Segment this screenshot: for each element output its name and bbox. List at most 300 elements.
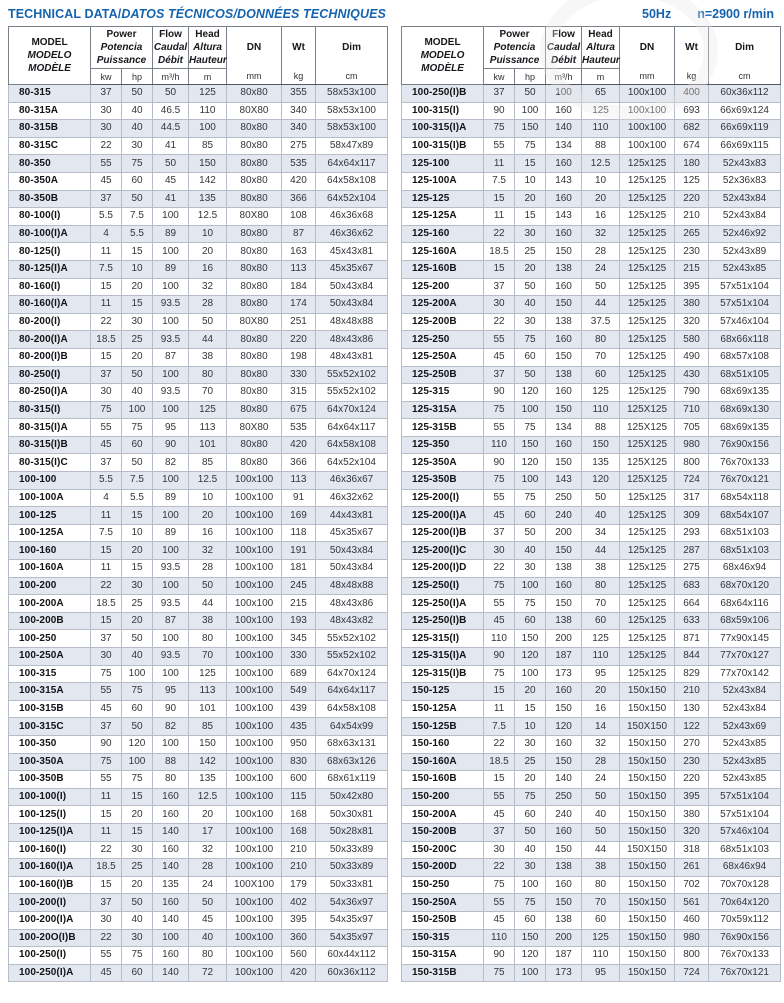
cell-dim: 68x51x103 — [709, 542, 781, 560]
cell-dim: 52x43x85 — [709, 771, 781, 789]
cell-dn: 80x80 — [227, 454, 282, 472]
cell-dn: 80x80 — [227, 225, 282, 243]
cell-dim: 76x90x156 — [709, 436, 781, 454]
cell-power-kw: 15 — [484, 260, 515, 278]
cell-dn: 125x125 — [620, 225, 675, 243]
cell-power-kw: 11 — [484, 208, 515, 226]
cell-power-hp: 60 — [515, 507, 546, 525]
spec-row — [9, 876, 388, 894]
cell-head: 12.5 — [189, 788, 227, 806]
cell-flow: 150 — [546, 700, 582, 718]
cell-dn: 80x80 — [227, 384, 282, 402]
cell-model: 80-125(I)A — [9, 260, 91, 278]
cell-model: 100-200(I) — [9, 894, 91, 912]
header-model — [9, 27, 91, 85]
cell-power-hp: 15 — [122, 560, 153, 578]
header-model-en: MODEL — [424, 37, 461, 48]
cell-head: 38 — [189, 612, 227, 630]
cell-power-kw: 18.5 — [484, 753, 515, 771]
cell-dim: 68x63x126 — [316, 753, 388, 771]
cell-power-kw: 7.5 — [91, 260, 122, 278]
cell-power-hp: 60 — [122, 172, 153, 190]
cell-head: 113 — [189, 683, 227, 701]
cell-dn: 80X80 — [227, 208, 282, 226]
cell-weight: 340 — [282, 102, 316, 120]
cell-weight: 633 — [675, 612, 709, 630]
cell-weight: 210 — [282, 859, 316, 877]
cell-dim: 45x35x67 — [316, 260, 388, 278]
spec-row — [9, 489, 388, 507]
cell-head: 113 — [189, 419, 227, 437]
cell-dim: 50x33x89 — [316, 859, 388, 877]
cell-power-kw: 15 — [91, 806, 122, 824]
cell-dim: 52x43x83 — [709, 155, 781, 173]
cell-power-kw: 22 — [91, 313, 122, 331]
cell-weight: 710 — [675, 401, 709, 419]
cell-weight: 682 — [675, 120, 709, 138]
cell-dim: 68x57x108 — [709, 348, 781, 366]
cell-power-kw: 4 — [91, 225, 122, 243]
cell-power-hp: 50 — [122, 85, 153, 103]
cell-model: 150-200C — [402, 841, 484, 859]
cell-flow: 100 — [153, 542, 189, 560]
cell-dn: 100x100 — [227, 665, 282, 683]
header-power-fr: Puissance — [489, 55, 540, 66]
cell-model: 150-250B — [402, 911, 484, 929]
cell-power-kw: 11 — [91, 788, 122, 806]
cell-power-hp: 15 — [515, 155, 546, 173]
cell-power-hp: 40 — [122, 384, 153, 402]
cell-model: 150-125A — [402, 700, 484, 718]
cell-dim: 66x69x119 — [709, 120, 781, 138]
spec-row — [402, 120, 781, 138]
cell-power-kw: 18.5 — [484, 243, 515, 261]
cell-model: 150-200B — [402, 823, 484, 841]
cell-model: 125-125A — [402, 208, 484, 226]
spec-row — [402, 225, 781, 243]
cell-power-kw: 30 — [484, 542, 515, 560]
cell-weight: 549 — [282, 683, 316, 701]
spec-row — [402, 947, 781, 965]
cell-flow: 187 — [546, 648, 582, 666]
spec-row — [402, 419, 781, 437]
cell-power-kw: 75 — [484, 876, 515, 894]
cell-head: 60 — [582, 911, 620, 929]
cell-power-hp: 50 — [515, 278, 546, 296]
cell-dim: 45x43x81 — [316, 243, 388, 261]
cell-flow: 240 — [546, 806, 582, 824]
cell-head: 44 — [582, 841, 620, 859]
spec-row — [9, 348, 388, 366]
cell-power-hp: 60 — [122, 700, 153, 718]
cell-power-hp: 75 — [122, 155, 153, 173]
cell-flow: 160 — [546, 735, 582, 753]
cell-dim: 48x43x82 — [316, 612, 388, 630]
cell-dn: 80x80 — [227, 120, 282, 138]
spec-row — [9, 401, 388, 419]
cell-weight: 980 — [675, 929, 709, 947]
spec-row — [402, 665, 781, 683]
cell-dim: 50x43x84 — [316, 560, 388, 578]
cell-model: 100-100(I) — [9, 788, 91, 806]
cell-weight: 320 — [675, 823, 709, 841]
cell-model: 80-315(I)B — [9, 436, 91, 454]
spec-row — [9, 137, 388, 155]
cell-weight: 174 — [282, 296, 316, 314]
cell-weight: 366 — [282, 190, 316, 208]
spec-row — [402, 595, 781, 613]
spec-row — [402, 929, 781, 947]
speed-value: n=2900 r/min — [697, 7, 774, 21]
cell-power-kw: 11 — [91, 296, 122, 314]
cell-model: 100-250A — [9, 648, 91, 666]
cell-head: 32 — [582, 735, 620, 753]
cell-power-kw: 55 — [91, 771, 122, 789]
unit-hp: hp — [515, 69, 546, 85]
cell-dn: 80x80 — [227, 172, 282, 190]
cell-weight: 395 — [675, 788, 709, 806]
cell-weight: 180 — [675, 155, 709, 173]
cell-power-hp: 20 — [122, 806, 153, 824]
cell-power-hp: 40 — [515, 841, 546, 859]
cell-power-kw: 5.5 — [91, 472, 122, 490]
cell-model: 100-350 — [9, 735, 91, 753]
spec-row — [9, 366, 388, 384]
cell-dim: 50x30x81 — [316, 806, 388, 824]
cell-weight: 191 — [282, 542, 316, 560]
cell-dn: 80x80 — [227, 155, 282, 173]
cell-power-hp: 75 — [515, 595, 546, 613]
cell-weight: 108 — [282, 208, 316, 226]
cell-flow: 88 — [153, 753, 189, 771]
cell-head: 45 — [189, 911, 227, 929]
cell-power-kw: 11 — [91, 823, 122, 841]
cell-dn: 150x150 — [620, 894, 675, 912]
cell-model: 100-125 — [9, 507, 91, 525]
cell-model: 80-315 — [9, 85, 91, 103]
cell-dim: 68x61x119 — [316, 771, 388, 789]
cell-power-hp: 30 — [515, 313, 546, 331]
spec-row — [9, 225, 388, 243]
cell-power-hp: 120 — [515, 454, 546, 472]
cell-dn: 125x125 — [620, 507, 675, 525]
cell-power-kw: 18.5 — [91, 595, 122, 613]
cell-head: 16 — [189, 524, 227, 542]
cell-weight: 724 — [675, 964, 709, 982]
spec-row — [402, 172, 781, 190]
cell-weight: 184 — [282, 278, 316, 296]
cell-power-hp: 25 — [122, 859, 153, 877]
spec-row — [402, 348, 781, 366]
spec-row — [402, 911, 781, 929]
cell-dn: 80x80 — [227, 137, 282, 155]
cell-power-hp: 10 — [515, 172, 546, 190]
cell-flow: 100 — [153, 313, 189, 331]
cell-head: 150 — [189, 735, 227, 753]
cell-dn: 100x100 — [227, 630, 282, 648]
cell-weight: 724 — [675, 472, 709, 490]
header-flow-fr: Débit — [551, 55, 577, 66]
cell-head: 12.5 — [189, 472, 227, 490]
cell-head: 32 — [582, 225, 620, 243]
cell-weight: 115 — [282, 788, 316, 806]
cell-weight: 261 — [675, 859, 709, 877]
cell-model: 125-315A — [402, 401, 484, 419]
spec-row — [9, 331, 388, 349]
cell-power-kw: 75 — [484, 472, 515, 490]
header-power — [91, 27, 153, 69]
cell-weight: 683 — [675, 577, 709, 595]
cell-dn: 80x80 — [227, 243, 282, 261]
cell-head: 110 — [582, 401, 620, 419]
cell-dn: 150X150 — [620, 718, 675, 736]
cell-weight: 664 — [675, 595, 709, 613]
cell-power-hp: 10 — [122, 524, 153, 542]
cell-model: 100-250(I) — [9, 947, 91, 965]
cell-dn: 100x100 — [227, 771, 282, 789]
cell-power-hp: 100 — [122, 665, 153, 683]
cell-model: 125-250(I) — [402, 577, 484, 595]
cell-head: 70 — [189, 384, 227, 402]
cell-dim: 77x70x142 — [709, 665, 781, 683]
cell-flow: 160 — [546, 190, 582, 208]
cell-model: 80-200(I) — [9, 313, 91, 331]
cell-dim: 58x53x100 — [316, 102, 388, 120]
cell-power-kw: 30 — [91, 648, 122, 666]
cell-flow: 150 — [546, 454, 582, 472]
cell-dn: 125x125 — [620, 524, 675, 542]
cell-dn: 125x125 — [620, 489, 675, 507]
cell-dn: 100x100 — [620, 137, 675, 155]
cell-power-kw: 22 — [91, 577, 122, 595]
cell-dim: 60x44x112 — [316, 947, 388, 965]
cell-dim: 50x43x84 — [316, 296, 388, 314]
cell-head: 50 — [189, 313, 227, 331]
cell-dn: 150x150 — [620, 911, 675, 929]
cell-power-kw: 37 — [91, 894, 122, 912]
header-head-es: Altura — [586, 42, 615, 53]
cell-head: 10 — [189, 489, 227, 507]
cell-model: 100-250 — [9, 630, 91, 648]
cell-flow: 140 — [546, 120, 582, 138]
cell-power-kw: 22 — [91, 137, 122, 155]
cell-weight: 130 — [675, 700, 709, 718]
cell-power-kw: 15 — [91, 612, 122, 630]
cell-flow: 138 — [546, 911, 582, 929]
spec-row — [9, 296, 388, 314]
cell-power-hp: 30 — [122, 313, 153, 331]
cell-power-kw: 110 — [484, 630, 515, 648]
cell-flow: 143 — [546, 172, 582, 190]
cell-power-hp: 75 — [122, 947, 153, 965]
cell-flow: 93.5 — [153, 384, 189, 402]
cell-power-kw: 45 — [484, 507, 515, 525]
cell-dn: 150x150 — [620, 753, 675, 771]
cell-weight: 318 — [675, 841, 709, 859]
cell-head: 65 — [582, 85, 620, 103]
cell-head: 20 — [189, 806, 227, 824]
cell-power-hp: 75 — [122, 683, 153, 701]
unit-kw: kw — [484, 69, 515, 85]
cell-power-kw: 90 — [484, 102, 515, 120]
cell-model: 125-250A — [402, 348, 484, 366]
cell-model: 125-125 — [402, 190, 484, 208]
cell-dn: 125X125 — [620, 436, 675, 454]
cell-dn: 100x100 — [227, 911, 282, 929]
cell-dim: 68x69x135 — [709, 384, 781, 402]
cell-power-kw: 55 — [91, 419, 122, 437]
cell-weight: 360 — [282, 929, 316, 947]
cell-power-hp: 100 — [515, 102, 546, 120]
cell-flow: 150 — [546, 753, 582, 771]
cell-weight: 395 — [675, 278, 709, 296]
cell-power-kw: 55 — [484, 419, 515, 437]
cell-dn: 100x100 — [227, 735, 282, 753]
cell-dn: 150x150 — [620, 947, 675, 965]
cell-head: 88 — [582, 419, 620, 437]
cell-head: 85 — [189, 454, 227, 472]
cell-head: 80 — [582, 876, 620, 894]
cell-flow: 41 — [153, 190, 189, 208]
spec-row — [9, 419, 388, 437]
cell-dn: 80x80 — [227, 348, 282, 366]
cell-model: 80-160(I) — [9, 278, 91, 296]
cell-power-kw: 18.5 — [91, 331, 122, 349]
header-wt: Wt — [282, 27, 316, 69]
cell-flow: 90 — [153, 436, 189, 454]
cell-weight: 113 — [282, 260, 316, 278]
cell-dn: 100x100 — [227, 542, 282, 560]
cell-flow: 150 — [546, 841, 582, 859]
cell-weight: 560 — [282, 947, 316, 965]
cell-power-hp: 40 — [122, 120, 153, 138]
cell-power-kw: 55 — [91, 947, 122, 965]
cell-power-kw: 90 — [484, 947, 515, 965]
cell-dim: 57x46x104 — [709, 823, 781, 841]
spec-row — [9, 665, 388, 683]
cell-weight: 400 — [675, 85, 709, 103]
cell-flow: 140 — [546, 771, 582, 789]
cell-power-hp: 7.5 — [122, 472, 153, 490]
cell-dim: 64x58x108 — [316, 700, 388, 718]
cell-power-hp: 20 — [122, 876, 153, 894]
cell-model: 125-160B — [402, 260, 484, 278]
cell-power-hp: 150 — [515, 436, 546, 454]
cell-head: 20 — [189, 243, 227, 261]
cell-power-kw: 45 — [484, 348, 515, 366]
cell-dim: 64x64x117 — [316, 155, 388, 173]
spec-row — [9, 894, 388, 912]
cell-weight: 330 — [282, 648, 316, 666]
cell-dn: 125x125 — [620, 208, 675, 226]
cell-power-kw: 37 — [91, 718, 122, 736]
spec-row — [402, 964, 781, 982]
cell-power-kw: 7.5 — [484, 172, 515, 190]
cell-head: 72 — [189, 964, 227, 982]
unit-dim: cm — [709, 69, 781, 85]
cell-weight: 355 — [282, 85, 316, 103]
cell-dn: 80x80 — [227, 278, 282, 296]
cell-model: 100-160A — [9, 560, 91, 578]
cell-model: 100-125(I)A — [9, 823, 91, 841]
cell-weight: 580 — [675, 331, 709, 349]
cell-power-kw: 90 — [91, 735, 122, 753]
spec-row — [402, 489, 781, 507]
cell-power-hp: 75 — [515, 137, 546, 155]
cell-model: 100-315A — [9, 683, 91, 701]
cell-power-hp: 50 — [122, 454, 153, 472]
header-dim: Dim — [316, 27, 388, 69]
cell-power-hp: 50 — [122, 190, 153, 208]
cell-flow: 100 — [546, 85, 582, 103]
cell-model: 125-200(I)A — [402, 507, 484, 525]
unit-flow: m³/h — [546, 69, 582, 85]
cell-head: 85 — [189, 137, 227, 155]
cell-model: 100-250(I)A — [9, 964, 91, 982]
cell-power-hp: 60 — [515, 348, 546, 366]
cell-power-kw: 55 — [484, 137, 515, 155]
cell-power-kw: 11 — [91, 243, 122, 261]
cell-flow: 95 — [153, 419, 189, 437]
unit-kw: kw — [91, 69, 122, 85]
cell-model: 100-160 — [9, 542, 91, 560]
cell-power-kw: 45 — [484, 806, 515, 824]
cell-dn: 80x80 — [227, 436, 282, 454]
cell-dim: 55x52x102 — [316, 366, 388, 384]
spec-row — [9, 929, 388, 947]
cell-dim: 55x52x102 — [316, 384, 388, 402]
spec-row — [402, 894, 781, 912]
spec-row — [9, 700, 388, 718]
cell-head: 44 — [582, 542, 620, 560]
cell-dim: 68x63x131 — [316, 735, 388, 753]
cell-head: 60 — [582, 366, 620, 384]
cell-model: 80-100(I)A — [9, 225, 91, 243]
cell-power-hp: 60 — [122, 436, 153, 454]
cell-dn: 100x100 — [227, 806, 282, 824]
cell-model: 100-160(I)B — [9, 876, 91, 894]
header-head-fr: Hauteur — [189, 55, 227, 66]
cell-dim: 52x43x85 — [709, 260, 781, 278]
cell-model: 100-125(I) — [9, 806, 91, 824]
cell-dn: 80x80 — [227, 85, 282, 103]
cell-weight: 430 — [675, 366, 709, 384]
cell-weight: 561 — [675, 894, 709, 912]
spec-row — [402, 296, 781, 314]
cell-dim: 50x33x89 — [316, 841, 388, 859]
cell-weight: 420 — [282, 436, 316, 454]
cell-dn: 125X125 — [620, 472, 675, 490]
cell-dim: 48x43x86 — [316, 331, 388, 349]
cell-power-hp: 100 — [515, 665, 546, 683]
cell-flow: 50 — [153, 85, 189, 103]
cell-dn: 100x100 — [227, 489, 282, 507]
cell-weight: 275 — [282, 137, 316, 155]
cell-flow: 150 — [546, 243, 582, 261]
cell-dim: 48x43x81 — [316, 348, 388, 366]
cell-dim: 54x35x97 — [316, 911, 388, 929]
cell-power-kw: 75 — [484, 665, 515, 683]
spec-row — [9, 595, 388, 613]
cell-power-hp: 150 — [515, 120, 546, 138]
cell-model: 80-315(I)A — [9, 419, 91, 437]
spec-row — [9, 542, 388, 560]
cell-weight: 210 — [282, 841, 316, 859]
cell-dim: 58x53x100 — [316, 120, 388, 138]
header-model-es: MODELO — [420, 50, 465, 61]
cell-model: 150-160 — [402, 735, 484, 753]
cell-flow: 100 — [153, 243, 189, 261]
